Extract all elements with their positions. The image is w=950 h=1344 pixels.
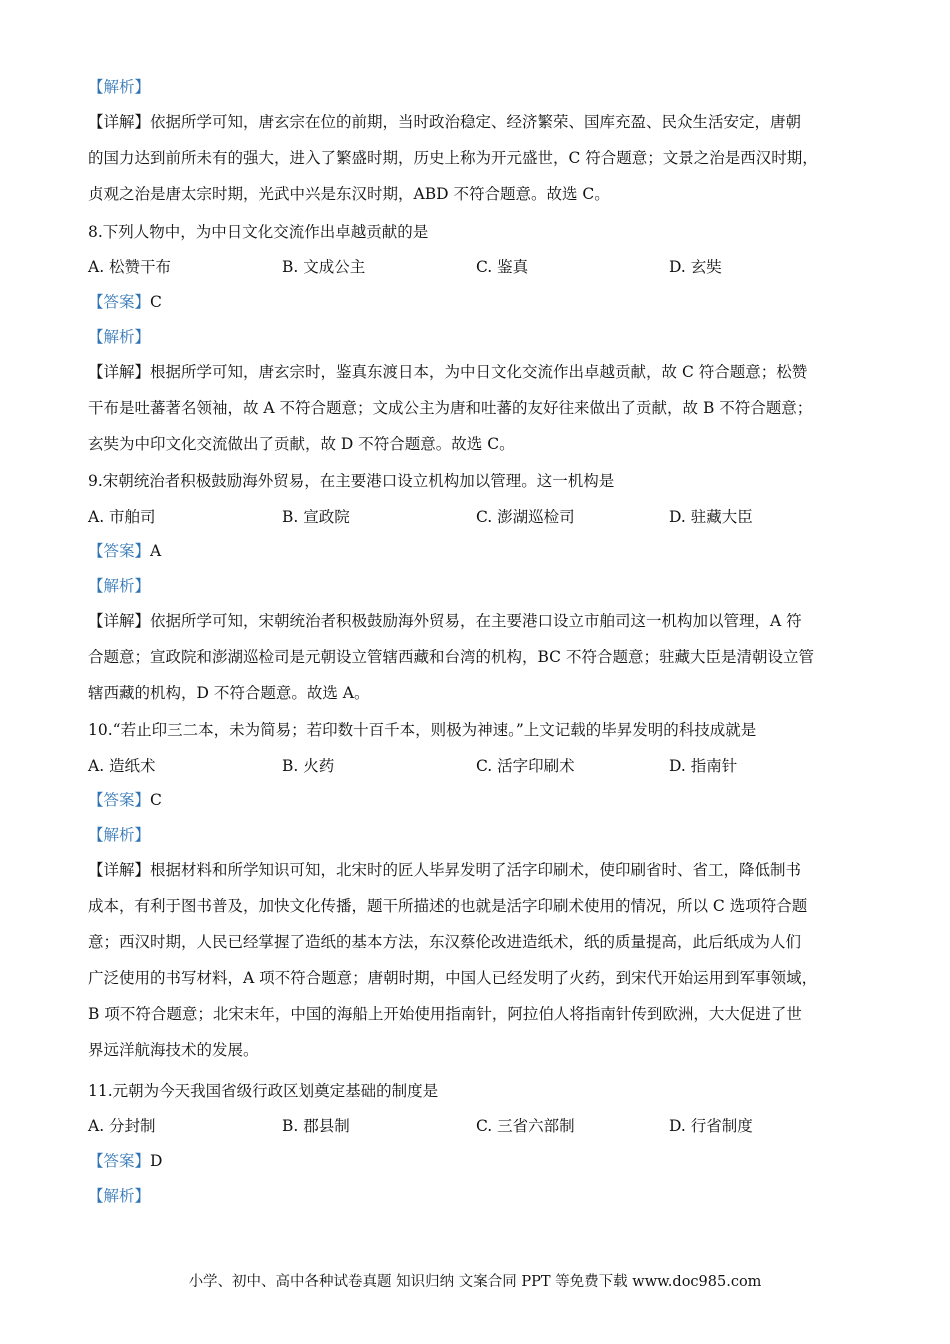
q9-detail bbox=[88, 611, 874, 719]
q10-analysis-tag: 【解析】 bbox=[88, 826, 151, 844]
q8-detail-line-2: 干布是吐蕃著名领袖，故 A 不符合题意；文成公主为唐和吐蕃的友好往来做出了贡献，故 B 不符合题意； bbox=[88, 399, 813, 417]
q10-detail bbox=[88, 860, 874, 1076]
q8-option-d: D. 玄奘 bbox=[669, 258, 722, 276]
q10-detail-line-4: 广泛使用的书写材料，A 项不符合题意；唐朝时期，中国人已经发明了火药，到宋代开始运用到军事领域， bbox=[88, 969, 818, 987]
q9-detail-line-2: 合题意；宣政院和澎湖巡检司是元朝设立管辖西藏和台湾的机构，BC 不符合题意；驻藏大臣是清朝设立管 bbox=[88, 648, 814, 666]
q10-detail-line-3: 意；西汉时期，人民已经掌握了造纸的基本方法，东汉蔡伦改进造纸术，纸的质量提高，此后纸成为人们 bbox=[88, 933, 802, 951]
q10-detail-line-1: 【详解】根据材料和所学知识可知，北宋时的匠人毕昇发明了活字印刷术，使印刷省时、省工，降低制书 bbox=[88, 861, 802, 879]
q10-answer-tag: 【答案】 bbox=[88, 791, 151, 809]
q8-answer-tag: 【答案】 bbox=[88, 293, 151, 311]
q7-detail-line-3: 贞观之治是唐太宗时期，光武中兴是东汉时期，ABD 不符合题意。故选 C。 bbox=[88, 185, 610, 203]
q10-option-d: D. 指南针 bbox=[669, 757, 738, 775]
q11-answer-value: D bbox=[150, 1152, 163, 1170]
q10-option-a: A. 造纸术 bbox=[88, 757, 156, 775]
q9-detail-line-1: 【详解】依据所学可知，宋朝统治者积极鼓励海外贸易，在主要港口设立市舶司这一机构加以管理，A 符 bbox=[88, 612, 802, 630]
q9-question: 9.宋朝统治者积极鼓励海外贸易，在主要港口设立机构加以管理。这一机构是 bbox=[88, 472, 615, 490]
q7-analysis-tag: 【解析】 bbox=[88, 78, 151, 96]
q8-detail-line-1: 【详解】根据所学可知，唐玄宗时，鉴真东渡日本，为中日文化交流作出卓越贡献，故 C 符合题意；松赞 bbox=[88, 363, 808, 381]
q9-detail-line-3: 辖西藏的机构，D 不符合题意。故选 A。 bbox=[88, 684, 370, 702]
page-footer: 小学、初中、高中各种试卷真题 知识归纳 文案合同 PPT 等免费下载 www.doc985.com bbox=[188, 1274, 762, 1290]
q10-option-b: B. 火药 bbox=[282, 757, 335, 775]
q10-answer-value: C bbox=[150, 791, 162, 809]
q11-option-c: C. 三省六部制 bbox=[476, 1117, 575, 1135]
q9-answer bbox=[88, 541, 161, 561]
q8-analysis-tag: 【解析】 bbox=[88, 328, 151, 346]
q11-analysis-tag: 【解析】 bbox=[88, 1187, 151, 1205]
q11-option-a: A. 分封制 bbox=[88, 1117, 156, 1135]
q9-analysis-tag: 【解析】 bbox=[88, 577, 151, 595]
q9-option-d: D. 驻藏大臣 bbox=[669, 508, 753, 526]
q8-option-a: A. 松赞干布 bbox=[88, 258, 172, 276]
q8-detail-tag: 【详解】 bbox=[88, 363, 151, 381]
q11-option-b: B. 郡县制 bbox=[282, 1117, 350, 1135]
q8-option-c: C. 鉴真 bbox=[476, 258, 529, 276]
q10-option-c: C. 活字印刷术 bbox=[476, 757, 575, 775]
q7-detail-line-1: 【详解】依据所学可知，唐玄宗在位的前期，当时政治稳定、经济繁荣、国库充盈、民众生活安定，唐朝 bbox=[88, 113, 802, 131]
q8-answer-value: C bbox=[150, 293, 162, 311]
q8-detail bbox=[88, 362, 874, 470]
q9-option-a: A. 市舶司 bbox=[88, 508, 156, 526]
q7-detail-line-2: 的国力达到前所未有的强大，进入了繁盛时期，历史上称为开元盛世，C 符合题意；文景之治是西汉时期， bbox=[88, 149, 818, 167]
q11-answer-tag: 【答案】 bbox=[88, 1152, 151, 1170]
q10-answer bbox=[88, 790, 162, 810]
q10-question: 10.“若止印三二本，未为简易；若印数十百千本，则极为神速。”上文记载的毕昇发明的科技成就是 bbox=[88, 721, 757, 739]
q9-answer-tag: 【答案】 bbox=[88, 542, 151, 560]
q10-detail-line-2: 成本，有利于图书普及，加快文化传播，题干所描述的也就是活字印刷术使用的情况，所以 C 选项符合题 bbox=[88, 897, 808, 915]
q10-detail-tag: 【详解】 bbox=[88, 861, 151, 879]
q9-option-b: B. 宣政院 bbox=[282, 508, 350, 526]
q11-question: 11.元朝为今天我国省级行政区划奠定基础的制度是 bbox=[88, 1082, 439, 1100]
q9-detail-tag: 【详解】 bbox=[88, 612, 151, 630]
q8-option-b: B. 文成公主 bbox=[282, 258, 366, 276]
q8-detail-line-3: 玄奘为中印文化交流做出了贡献，故 D 不符合题意。故选 C。 bbox=[88, 435, 515, 453]
q10-detail-line-5: B 项不符合题意；北宋末年，中国的海船上开始使用指南针，阿拉伯人将指南针传到欧洲，大大促进了世 bbox=[88, 1005, 802, 1023]
q7-detail bbox=[88, 112, 874, 220]
q11-answer bbox=[88, 1151, 162, 1171]
q7-detail-tag: 【详解】 bbox=[88, 113, 151, 131]
q9-option-c: C. 澎湖巡检司 bbox=[476, 508, 575, 526]
q10-detail-line-6: 界远洋航海技术的发展。 bbox=[88, 1041, 259, 1059]
q8-answer bbox=[88, 292, 162, 312]
q8-question: 8.下列人物中，为中日文化交流作出卓越贡献的是 bbox=[88, 223, 429, 241]
q9-answer-value: A bbox=[150, 542, 162, 560]
q11-option-d: D. 行省制度 bbox=[669, 1117, 753, 1135]
